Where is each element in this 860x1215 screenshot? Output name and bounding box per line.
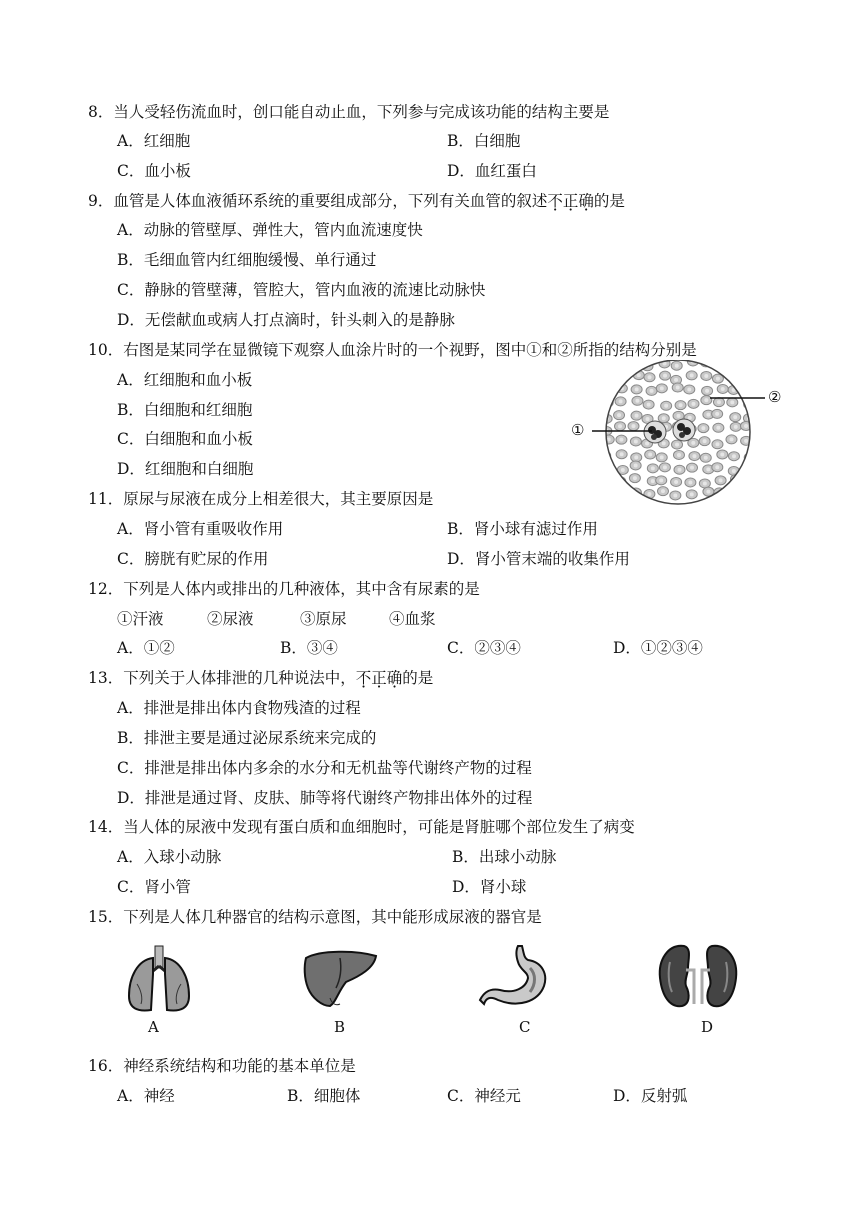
red-blood-cell-center [688,480,692,484]
q11-stem: 11．原尿与尿液在成分上相差很大，其主要原因是 [88,490,434,508]
red-blood-cell [602,360,613,369]
red-blood-cell [614,487,625,496]
red-blood-cell-center [721,387,725,391]
red-blood-cell-center [704,398,708,402]
red-blood-cell-center [691,402,695,406]
red-blood-cell-center [690,466,694,470]
red-blood-cell [605,375,616,384]
label-2: ② [768,388,782,406]
red-blood-cell-center [609,378,613,382]
red-blood-cell-center [633,476,637,480]
q10-option-c: C．白细胞和血小板 [117,430,253,448]
red-blood-cell-center [618,424,622,428]
blood-smear-figure [560,360,820,510]
white-blood-cell [644,421,666,443]
q11-option-a: A．肾小管有重吸收作用 [117,520,284,538]
red-blood-cell-center [717,400,721,404]
red-blood-cell-center [660,386,664,390]
red-blood-cell-center [704,360,708,364]
organ-label-b: B [334,1018,346,1036]
red-blood-cell-center [745,479,749,483]
red-blood-cell-center [690,373,694,377]
q9-option-b: B．毛细血管内红细胞缓慢、单行通过 [117,251,377,269]
q10-stem: 10．右图是某同学在显微镜下观察人血涂片时的一个视野，图中①和②所指的结构分别是 [88,341,697,359]
q13-option-b: B．排泄主要是通过泌尿系统来完成的 [117,729,377,747]
red-blood-cell-center [634,362,638,366]
red-blood-cell-center [634,455,638,459]
q12-item-4: ④血浆 [389,610,436,628]
q12-option-a: A．①② [117,639,175,657]
red-blood-cell-center [662,441,666,445]
red-blood-cell-center [748,455,752,459]
red-blood-cell-center [664,404,668,408]
red-blood-cell [740,491,751,500]
q13-option-a: A．排泄是排出体内食物残渣的过程 [117,699,361,717]
red-blood-cell-center [692,454,696,458]
red-blood-cell-center [618,375,622,379]
q16-option-c: C．神经元 [447,1087,521,1105]
red-blood-cell-center [607,477,611,481]
red-blood-cell-center [676,386,680,390]
red-blood-cell [742,476,753,485]
red-blood-cell-center [706,467,710,471]
red-blood-cell-center [606,401,610,405]
white-blood-cell [673,419,695,441]
red-blood-cell-center [608,492,612,496]
red-blood-cell-center [619,438,623,442]
red-blood-cell [604,475,615,484]
q13-option-c: C．排泄是排出体内多余的水分和无机盐等代谢终产物的过程 [117,759,532,777]
q8-stem: 8．当人受轻伤流血时，创口能自动止血，下列参与完成该功能的结构主要是 [88,103,610,121]
q11-option-b: B．肾小球有滤过作用 [447,520,598,538]
red-blood-cell-center [703,439,707,443]
red-blood-cell-center [716,426,720,430]
red-blood-cell-center [617,413,621,417]
red-blood-cell-center [731,374,735,378]
red-blood-cell [714,488,725,497]
red-blood-cell-center [606,469,610,473]
red-blood-cell-center [635,399,639,403]
red-blood-cell-center [677,453,681,457]
q14-option-b: B．出球小动脉 [452,848,557,866]
red-blood-cell [615,477,626,486]
red-blood-cell-center [603,454,607,458]
red-blood-cell-center [705,389,709,393]
red-blood-cell-center [677,414,681,418]
red-blood-cell-center [687,387,691,391]
red-blood-cell-center [715,442,719,446]
red-blood-cell-center [719,478,723,482]
red-blood-cell-center [663,465,667,469]
q14-option-d: D．肾小球 [452,878,527,896]
q10-option-b: B．白细胞和红细胞 [117,401,253,419]
q12-item-3: ③原尿 [300,610,347,628]
q16-option-a: A．神经 [117,1087,175,1105]
red-blood-cell-center [704,456,708,460]
q9-option-a: A．动脉的管壁厚、弹性大，管内血流速度快 [117,221,423,239]
red-blood-cell [614,372,625,381]
q10-option-d: D．红细胞和白细胞 [117,460,254,478]
red-blood-cell-center [647,403,651,407]
q16-option-d: D．反射弧 [613,1087,688,1105]
q16-stem: 16．神经系统结构和功能的基本单位是 [88,1057,356,1075]
q11-option-d: D．肾小管末端的收集作用 [447,550,630,568]
red-blood-cell-center [703,481,707,485]
liver-image [300,948,380,1010]
red-blood-cell-center [731,489,735,493]
red-blood-cell-center [646,417,650,421]
red-blood-cell-center [730,400,734,404]
q14-option-c: C．肾小管 [117,878,191,896]
red-blood-cell-center [631,424,635,428]
q8-option-b: B．白细胞 [447,132,521,150]
red-blood-cell-center [729,437,733,441]
red-blood-cell [743,461,754,470]
red-blood-cell-center [691,441,695,445]
q12-item-1: ①汗液 [117,610,164,628]
red-blood-cell-center [674,378,678,382]
red-blood-cell-center [634,463,638,467]
red-blood-cell-center [620,452,624,456]
red-blood-cell-center [618,479,622,483]
kidneys-image [654,940,742,1014]
red-blood-cell-center [606,362,610,366]
red-blood-cell-center [744,424,748,428]
red-blood-cell-center [651,466,655,470]
red-blood-cell [728,487,739,496]
red-blood-cell-center [720,452,724,456]
q11-option-c: C．膀胱有贮尿的作用 [117,550,269,568]
organ-label-c: C [519,1018,531,1036]
q14-option-a: A．入球小动脉 [117,848,222,866]
red-blood-cell-center [706,413,710,417]
red-blood-cell-center [675,443,679,447]
red-blood-cell-center [743,378,747,382]
q12-option-b: B．③④ [280,639,338,657]
red-blood-cell-center [621,468,625,472]
q13-stem: 13．下列关于人体排泄的几种说法中，不正确的是 [88,669,434,687]
red-blood-cell [601,388,612,397]
q13-option-d: D．排泄是通过肾、皮肤、肺等将代谢终产物排出体外的过程 [117,789,533,807]
red-blood-cell [728,372,739,381]
red-blood-cell-center [673,493,677,497]
q8-option-d: D．血红蛋白 [447,162,537,180]
red-blood-cell-center [662,416,666,420]
red-blood-cell-center [715,412,719,416]
red-blood-cell [742,388,753,397]
red-blood-cell [740,375,751,384]
red-blood-cell-center [744,493,748,497]
red-blood-cell [729,360,740,368]
q9-option-c: C．静脉的管壁薄，管腔大，管内血液的流速比动脉快 [117,281,486,299]
red-blood-cell-center [747,464,751,468]
red-blood-cell-center [744,439,748,443]
q10-option-a: A．红细胞和血小板 [117,371,253,389]
red-blood-cell-center [734,425,738,429]
q8-option-a: A．红细胞 [117,132,191,150]
red-blood-cell [630,360,641,369]
red-blood-cell-center [746,390,750,394]
red-blood-cell-center [716,377,720,381]
organ-label-d: D [701,1018,714,1036]
red-blood-cell-center [618,490,622,494]
red-blood-cell-center [637,373,641,377]
stomach-image [478,944,556,1010]
red-blood-cell-center [648,453,652,457]
q12-item-2: ②尿液 [207,610,254,628]
red-blood-cell [605,490,616,499]
lungs-image [123,944,195,1014]
red-blood-cell-center [607,438,611,442]
red-blood-cell-center [688,416,692,420]
q9-option-d: D．无偿献血或病人打点滴时，针头刺入的是静脉 [117,311,455,329]
organ-label-a: A [148,1018,159,1036]
red-blood-cell-center [719,360,723,364]
red-blood-cell-center [733,415,737,419]
red-blood-cell-center [634,439,638,443]
red-blood-cell-center [660,455,664,459]
red-blood-cell-center [635,387,639,391]
red-blood-cell-center [706,490,710,494]
red-blood-cell-center [679,403,683,407]
red-blood-cell-center [690,492,694,496]
red-blood-cell [603,466,614,475]
red-blood-cell-center [675,364,679,368]
q12-option-c: C．②③④ [447,639,521,657]
red-blood-cell [614,360,625,367]
red-blood-cell-center [701,426,705,430]
q14-stem: 14．当人体的尿液中发现有蛋白质和血细胞时，可能是肾脏哪个部位发生了病变 [88,818,635,836]
red-blood-cell-center [678,468,682,472]
red-blood-cell-center [650,389,654,393]
red-blood-cell-center [648,375,652,379]
q12-option-d: D．①②③④ [613,639,703,657]
red-blood-cell-center [715,465,719,469]
red-blood-cell-center [661,489,665,493]
red-blood-cell-center [732,469,736,473]
red-blood-cell-center [744,360,748,363]
red-blood-cell-center [618,360,622,364]
red-blood-cell-center [651,479,655,483]
red-blood-cell [716,360,727,366]
red-blood-cell-center [732,362,736,366]
red-blood-cell-center [747,402,751,406]
red-blood-cell-center [647,492,651,496]
red-blood-cell-center [604,390,608,394]
red-blood-cell-center [635,414,639,418]
q15-stem: 15．下列是人体几种器官的结构示意图，其中能形成尿液的器官是 [88,908,542,926]
red-blood-cell-center [659,478,663,482]
red-blood-cell-center [674,480,678,484]
q12-stem: 12．下列是人体内或排出的几种液体，其中含有尿素的是 [88,580,480,598]
q8-option-c: C．血小板 [117,162,191,180]
red-blood-cell [741,360,752,366]
red-blood-cell-center [645,442,649,446]
q16-option-b: B．细胞体 [287,1087,361,1105]
red-blood-cell-center [704,374,708,378]
q9-stem: 9．血管是人体血液循环系统的重要组成部分，下列有关血管的叙述不正确的是 [88,192,625,210]
label-1: ① [571,421,585,439]
red-blood-cell-center [663,374,667,378]
red-blood-cell-center [732,454,736,458]
red-blood-cell-center [619,399,623,403]
